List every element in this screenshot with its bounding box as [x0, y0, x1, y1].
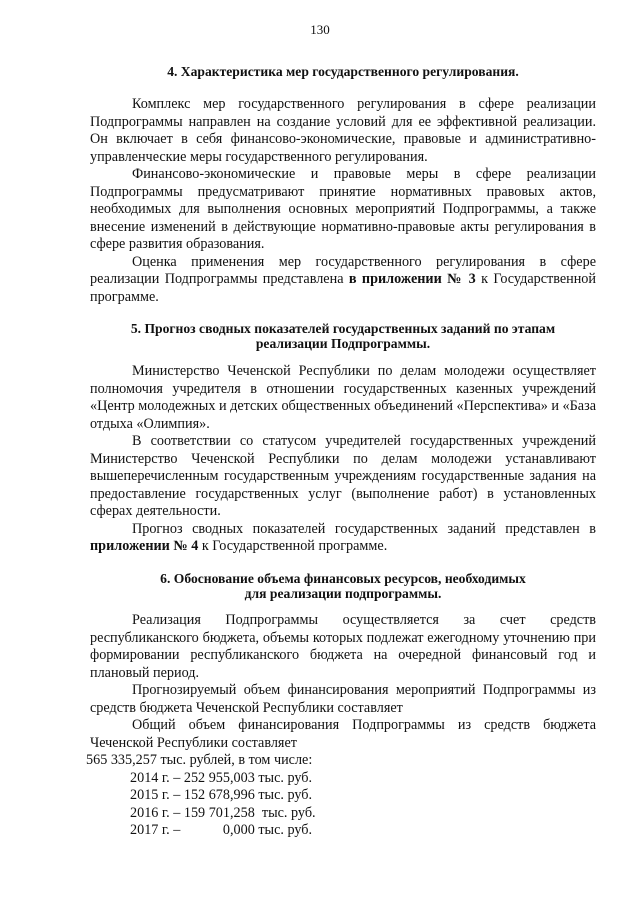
- section-5-paragraph-2: В соответствии со статусом учредителей государственных учреждений Министерство Чеченской Республики по делам молодежи устанавливают вышеперечисленным государственным учреждениям государственные задания на предоставление государственных услуг (выполнение работ) в установленных сферах деятельности.: [90, 433, 596, 519]
- section-5-p3-tail: к Государственной программе.: [198, 538, 388, 554]
- section-6-paragraph-3: Общий объем финансирования Подпрограммы из средств бюджета Чеченской Республики составляет: [90, 717, 596, 751]
- section-5-p3-text: Прогноз сводных показателей государственных заданий представлен в: [132, 520, 596, 537]
- financing-year-2014: 2014 г. – 252 955,003 тыс. руб.: [130, 769, 313, 786]
- section-5-paragraph-3: [90, 521, 596, 556]
- appendix-3-reference: в приложении № 3: [348, 271, 476, 287]
- section-6-heading-line-2: для реализации подпрограммы.: [244, 586, 442, 601]
- section-5-heading: [90, 321, 596, 351]
- section-5-heading-line-1: 5. Прогноз сводных показателей государственных заданий по этапам: [130, 321, 556, 336]
- section-6-body: [86, 612, 596, 840]
- section-4-paragraph-3: [90, 254, 596, 307]
- section-4-paragraph-1: Комплекс мер государственного регулирования в сфере реализации Подпрограммы направлен на создание условий для ее эффективной реализации. Он включает в себя финансово-экономические, правовые и административно-управленческие меры государственного регулирования.: [90, 96, 596, 165]
- section-4-paragraph-2: Финансово-экономические и правовые меры в сфере реализации Подпрограммы предусматривают принятие нормативных правовых актов, необходимых для выполнения основных мероприятий Подпрограммы, а также внесение изменений в действующие нормативно-правовые акты регулирования в сфере развития образования.: [90, 166, 596, 252]
- section-5-paragraph-1: Министерство Чеченской Республики по делам молодежи осуществляет полномочия учредителя в отношении государственных казенных учреждений «Центр молодежных и детских общественных объединений «Перспектива» и «База отдыха «Олимпия».: [90, 363, 596, 432]
- section-4-p3-text: Оценка применения мер государственного регулирования в сфере реализации Подпрограммы представлена: [90, 253, 596, 287]
- financing-year-2017: 2017 г. – 0,000 тыс. руб.: [130, 822, 313, 838]
- section-6-heading-line-1: 6. Обоснование объема финансовых ресурсов, необходимых: [160, 571, 526, 586]
- financing-year-2015: 2015 г. – 152 678,996 тыс. руб.: [130, 787, 313, 803]
- section-4-heading: 4. Характеристика мер государственного регулирования.: [167, 64, 519, 79]
- financing-total: 565 335,257 тыс. рублей, в том числе:: [86, 752, 313, 768]
- financing-year-2016: 2016 г. – 159 701,258 тыс. руб.: [130, 804, 316, 821]
- section-4-p3-tail: к Государственной программе.: [90, 271, 596, 305]
- section-6-paragraph-2: Прогнозируемый объем финансирования мероприятий Подпрограммы из средств бюджета Чеченской Республики составляет: [90, 682, 596, 716]
- section-4-body: [90, 96, 596, 306]
- section-5-body: [90, 363, 596, 556]
- section-6-heading: [90, 571, 596, 601]
- page-number: 130: [310, 22, 330, 37]
- section-5-heading-line-2: реализации Подпрограммы.: [255, 336, 431, 351]
- section-6-paragraph-1: Реализация Подпрограммы осуществляется за счет средств республиканского бюджета, объемы которых подлежат ежегодному уточнению при формировании республиканского бюджета на очередной финансовый год и плановый период.: [90, 612, 596, 681]
- appendix-4-reference: приложении № 4: [90, 538, 199, 554]
